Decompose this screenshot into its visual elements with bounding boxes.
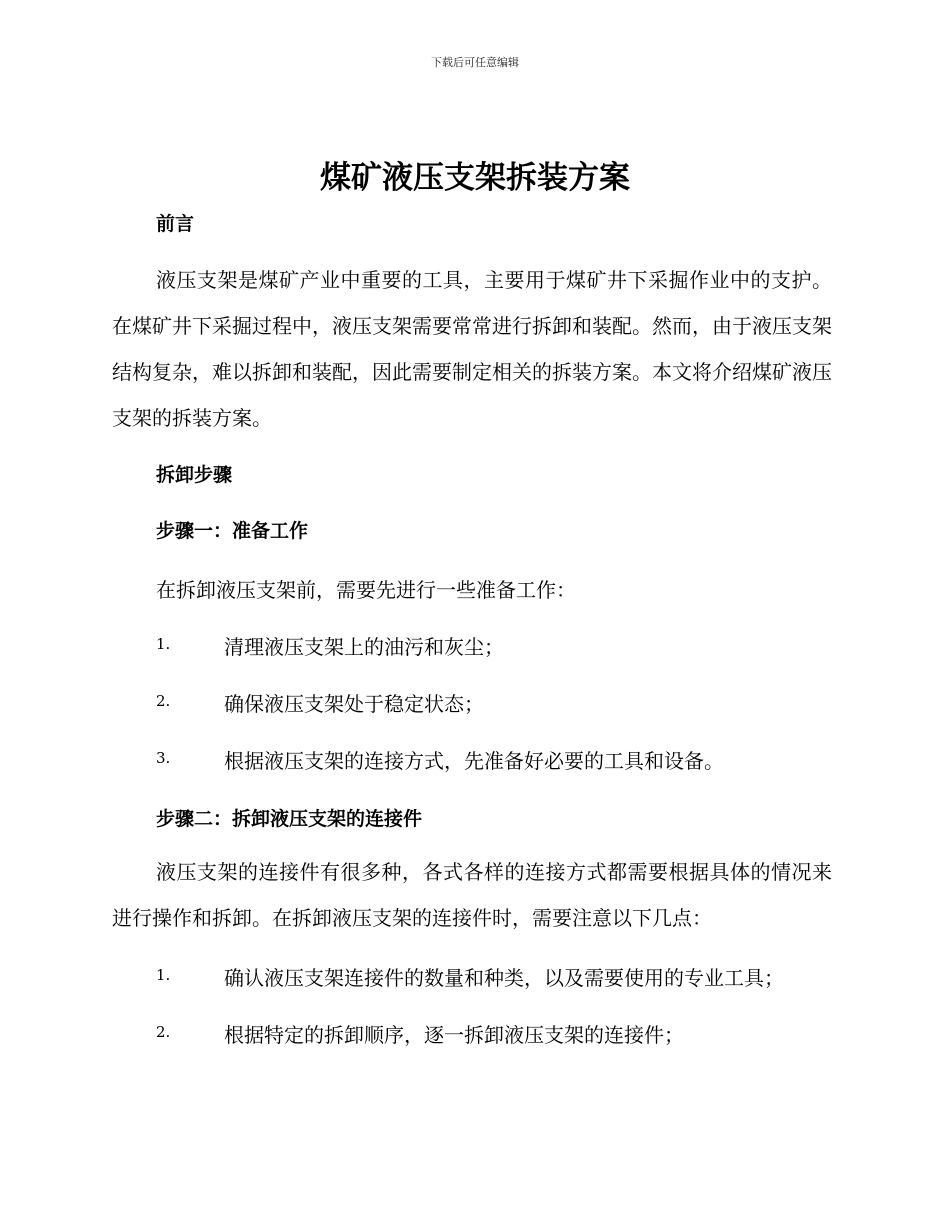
- preface-heading: 前言: [156, 213, 195, 235]
- step2-heading: 步骤二：拆卸液压支架的连接件: [156, 808, 423, 830]
- list-text: 清理液压支架上的油污和灰尘；: [224, 635, 504, 659]
- list-item: [156, 688, 856, 716]
- list-number: 2.: [156, 1023, 171, 1041]
- list-text: 根据特定的拆卸顺序，逐一拆卸液压支架的连接件；: [224, 1023, 684, 1047]
- document-title: 煤矿液压支架拆装方案: [320, 160, 630, 196]
- list-number: 1.: [156, 966, 171, 984]
- list-number: 1.: [156, 635, 171, 653]
- list-item: [156, 745, 856, 773]
- list-item: [156, 631, 856, 659]
- list-item: [156, 1019, 856, 1047]
- list-text: 确认液压支架连接件的数量和种类，以及需要使用的专业工具；: [224, 966, 784, 990]
- list-text: 根据液压支架的连接方式，先准备好必要的工具和设备。: [224, 749, 724, 773]
- page-header-note: 下载后可任意编辑: [431, 56, 519, 69]
- list-text: 确保液压支架处于稳定状态；: [224, 692, 484, 716]
- list-number: 3.: [156, 749, 171, 767]
- list-item: [156, 962, 856, 990]
- disassembly-heading: 拆卸步骤: [156, 464, 233, 486]
- step1-heading: 步骤一：准备工作: [156, 520, 309, 542]
- step2-paragraph: 液压支架的连接件有很多种，各式各样的连接方式都需要根据具体的情况来进行操作和拆卸。在拆卸液压支架的连接件时，需要注意以下几点：: [112, 860, 832, 930]
- list-number: 2.: [156, 692, 171, 710]
- preface-paragraph: 液压支架是煤矿产业中重要的工具，主要用于煤矿井下采掘作业中的支护。在煤矿井下采掘过程中，液压支架需要常常进行拆卸和装配。然而，由于液压支架结构复杂，难以拆卸和装配，因此需要制定相关的拆装方案。本文将介绍煤矿液压支架的拆装方案。: [112, 268, 832, 430]
- step1-intro: 在拆卸液压支架前，需要先进行一些准备工作：: [156, 578, 576, 602]
